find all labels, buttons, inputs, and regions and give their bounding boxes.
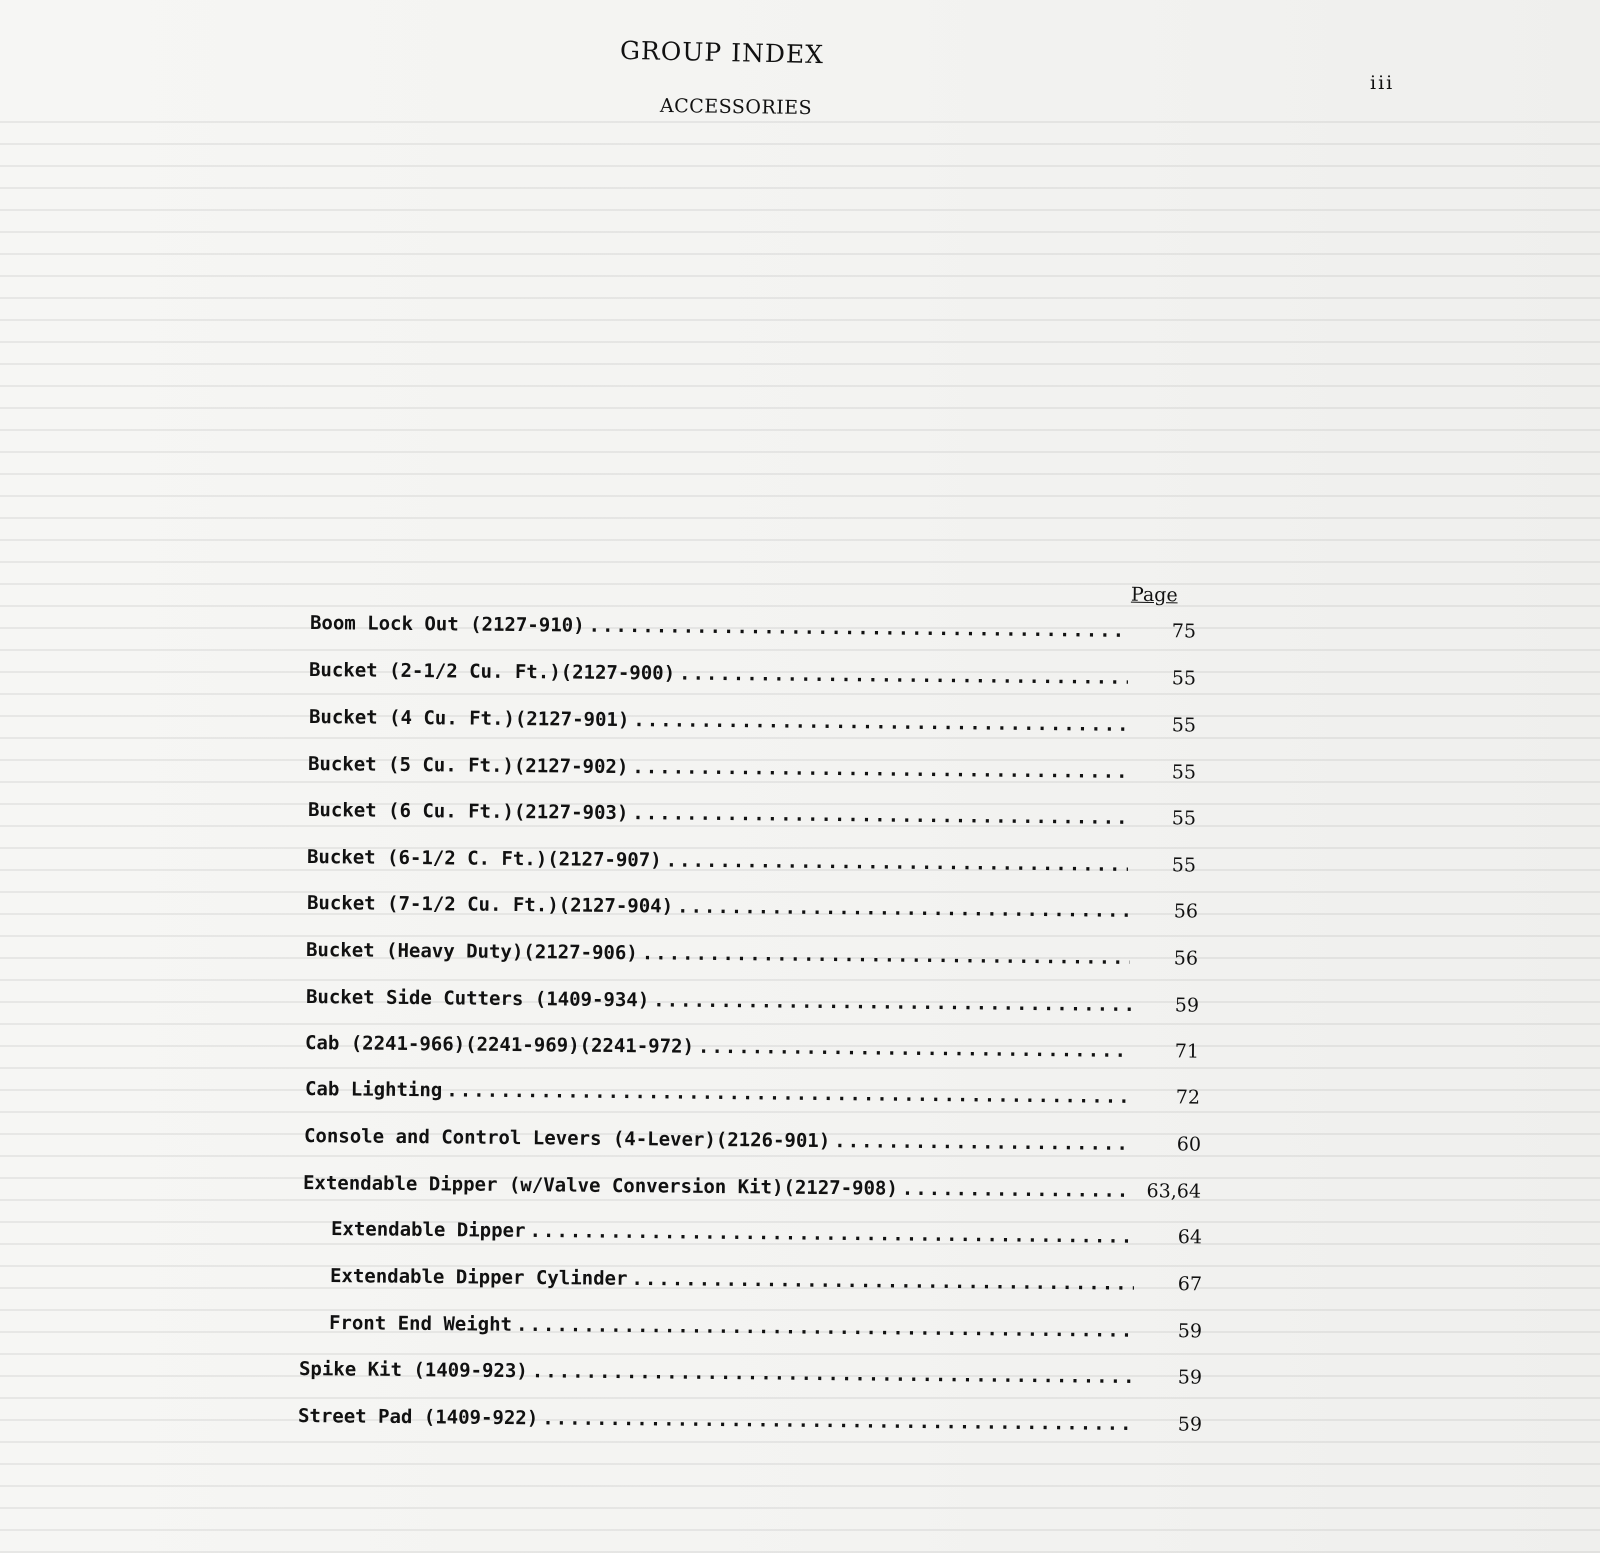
entry-page: 71 [1174, 1040, 1200, 1063]
dot-leader [834, 1130, 1133, 1155]
index-entry [304, 1125, 1201, 1164]
entry-label: Street Pad (1409-922) [297, 1405, 539, 1430]
entry-page: 67 [1177, 1273, 1203, 1296]
entry-label: Bucket (7-1/2 Cu. Ft.)(2127-904) [306, 892, 674, 918]
page-number: iii [1370, 72, 1395, 94]
entry-page: 75 [1171, 620, 1197, 643]
index-entry [305, 1078, 1200, 1117]
entry-page: 59 [1177, 1320, 1203, 1343]
index-entry [308, 799, 1196, 838]
entry-page: 55 [1171, 854, 1197, 877]
entry-label: Bucket (4 Cu. Ft.)(2127-901) [308, 706, 630, 732]
page-title: GROUP INDEX [619, 35, 825, 70]
dot-leader [532, 1360, 1134, 1388]
entry-label: Spike Kit (1409-923) [298, 1358, 528, 1383]
entry-label: Cab Lighting [304, 1078, 443, 1102]
entry-page: 55 [1171, 807, 1197, 830]
dot-leader [653, 989, 1131, 1016]
entry-page: 59 [1177, 1366, 1203, 1389]
entry-label: Bucket (6 Cu. Ft.)(2127-903) [307, 799, 629, 825]
entry-label: Cab (2241-966)(2241-969)(2241-972) [304, 1032, 695, 1058]
index-entry [298, 1405, 1202, 1444]
index-entry [299, 1358, 1202, 1397]
index-entry [306, 986, 1199, 1025]
entry-label: Bucket (6-1/2 C. Ft.)(2127-907) [306, 846, 662, 872]
entry-page: 64 [1177, 1226, 1203, 1249]
index-entry [310, 612, 1196, 651]
dot-leader [666, 849, 1129, 875]
entry-page: 55 [1171, 761, 1197, 784]
dot-leader [529, 1220, 1134, 1248]
entry-page: 59 [1174, 994, 1200, 1017]
index-entry [329, 1312, 1202, 1350]
entry-page: 59 [1177, 1413, 1203, 1436]
dot-leader [446, 1079, 1132, 1108]
entry-page: 55 [1171, 667, 1197, 690]
entry-label: Bucket (5 Cu. Ft.)(2127-902) [307, 753, 629, 779]
dot-leader [632, 802, 1128, 829]
entry-page: 63,64 [1146, 1180, 1202, 1203]
index-entry [309, 706, 1196, 745]
index-entry [307, 846, 1196, 885]
page-column-header: Page [1130, 583, 1178, 607]
dot-leader [542, 1407, 1134, 1435]
entry-label: Front End Weight [328, 1312, 513, 1336]
index-entry [308, 753, 1196, 792]
dot-leader [642, 942, 1130, 969]
entry-page: 55 [1171, 714, 1197, 737]
dot-leader [679, 663, 1128, 689]
index-entry [305, 1032, 1199, 1071]
index-entry [307, 892, 1198, 931]
index-entry [309, 659, 1196, 698]
entry-page: 72 [1175, 1086, 1201, 1109]
dot-leader [631, 1268, 1134, 1295]
entry-page: 60 [1176, 1133, 1202, 1156]
index-entry [306, 939, 1198, 978]
entry-label: Extendable Dipper [330, 1218, 526, 1242]
entry-page: 56 [1173, 900, 1199, 923]
dot-leader [677, 896, 1130, 922]
entry-label: Bucket (2-1/2 Cu. Ft.)(2127-900) [308, 659, 676, 685]
entry-label: Extendable Dipper Cylinder [329, 1265, 628, 1290]
index-entry [330, 1265, 1202, 1303]
index-entry [331, 1218, 1202, 1256]
dot-leader [632, 756, 1128, 783]
dot-leader [516, 1314, 1134, 1342]
entry-page: 56 [1173, 947, 1199, 970]
entry-label: Boom Lock Out (2127-910) [309, 612, 585, 637]
entry-label: Extendable Dipper (w/Valve Conversion Kit)(2127-908) [302, 1172, 898, 1200]
entry-label: Bucket (Heavy Duty)(2127-906) [305, 939, 638, 965]
index-entry [303, 1172, 1201, 1211]
entry-label: Console and Control Levers (4-Lever)(2126-901) [303, 1125, 831, 1153]
page-subtitle: ACCESSORIES [659, 94, 813, 120]
dot-leader [588, 615, 1128, 642]
dot-leader [633, 709, 1128, 736]
entry-label: Bucket Side Cutters (1409-934) [305, 986, 650, 1012]
dot-leader [902, 1178, 1133, 1202]
dot-leader [698, 1036, 1131, 1062]
